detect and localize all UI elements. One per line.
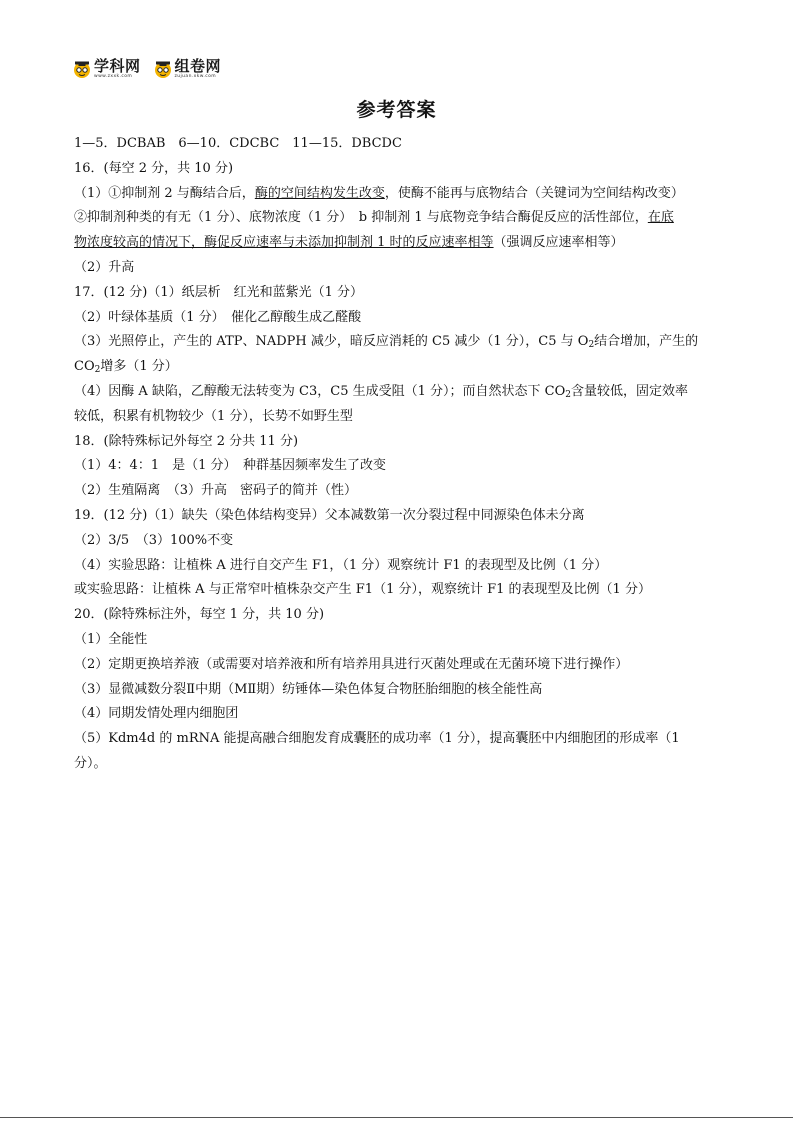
answer-line: 较低，积累有机物较少（1 分），长势不如野生型 xyxy=(74,408,353,424)
answer-line: （2）生殖隔离 （3）升高 密码子的简并（性） xyxy=(74,483,358,499)
answer-line: 18．(除特殊标记外每空 2 分共 11 分) xyxy=(74,433,299,449)
subscript: 2 xyxy=(94,365,101,376)
answer-line: 16．(每空 2 分，共 10 分) xyxy=(74,160,234,176)
underlined-key-phrase: 酶的空间结构发生改变 xyxy=(254,185,385,201)
answer-line: 分）。 xyxy=(74,755,107,771)
logo-xuekewang xyxy=(72,58,141,80)
logo-name: 组卷网 xyxy=(174,57,222,75)
subscript: 2 xyxy=(588,340,595,351)
answer-line: （2）3/5 （3）100%不变 xyxy=(74,532,234,548)
answer-line: 19．(12 分)（1）缺失（染色体结构变异）父本减数第一次分裂过程中同源染色体未分离 xyxy=(74,507,585,523)
underlined-key-phrase: 在底 xyxy=(647,210,674,226)
subscript: 2 xyxy=(565,389,571,400)
answer-line: （2）升高 xyxy=(74,259,135,275)
answer-line xyxy=(74,231,720,256)
answer-line: （1）全能性 xyxy=(74,631,148,647)
answer-content xyxy=(74,132,720,777)
logo-url: www.zxxk.com xyxy=(94,74,133,79)
answer-line: 或实验思路：让植株 A 与正常窄叶植株杂交产生 F1（1 分），观察统计 F1 的表现型及比例（1 分） xyxy=(74,582,651,598)
answer-line: （1）4：4：1 是（1 分） 种群基因频率发生了改变 xyxy=(74,458,386,474)
text-span: CO xyxy=(74,359,95,375)
answer-line: （2）叶绿体基质（1 分） 催化乙醇酸生成乙醛酸 xyxy=(74,309,362,325)
header-logos xyxy=(72,58,233,86)
text-span: ②抑制剂种类的有无（1 分）、底物浓度（1 分） b 抑制剂 1 与底物竞争结合酶促反应的活性部位， xyxy=(74,210,648,226)
bottom-rule xyxy=(0,1117,793,1118)
answer-line: （4）实验思路：让植株 A 进行自交产生 F1，（1 分）观察统计 F1 的表现型及比例（1 分） xyxy=(74,557,608,573)
text-span: 结合增加，产生的 xyxy=(594,334,699,350)
text-span: 含量较低，固定效率 xyxy=(571,383,689,399)
answer-line xyxy=(74,355,720,380)
logo-url: zujuan.xkw.com xyxy=(174,74,217,79)
text-span: （3）光照停止，产生的 ATP、NADPH 减少，暗反应消耗的 C5 减少（1 分），C5 与 O xyxy=(74,334,589,350)
text-span: （4）因酶 A 缺陷，乙醇酸无法转变为 C3，C5 生成受阻（1 分）；而自然状态下 CO xyxy=(74,383,566,399)
logo-zujuanwang xyxy=(153,58,222,80)
answer-line xyxy=(74,380,720,405)
answer-line: （3）显微减数分裂Ⅱ中期（MⅡ期）纺锤体—染色体复合物胚胎细胞的核全能性高 xyxy=(74,681,543,697)
text-span: （强调反应速率相等） xyxy=(493,235,624,251)
mascot-icon xyxy=(72,59,92,79)
logo-name: 学科网 xyxy=(94,57,141,75)
underlined-key-phrase: 物浓度较高的情况下，酶促反应速率与未添加抑制剂 1 时的反应速率相等 xyxy=(74,235,494,251)
answer-line xyxy=(74,182,720,207)
answer-line: 1—5．DCBAB 6—10．CDCBC 11—15．DBCDC xyxy=(74,136,402,151)
text-span: ，使酶不能再与底物结合（关键词为空间结构改变） xyxy=(384,185,684,201)
answer-line: （2）定期更换培养液（或需要对培养液和所有培养用具进行灭菌处理或在无菌环境下进行操作） xyxy=(74,656,629,672)
answer-line: 17．(12 分)（1）纸层析 红光和蓝紫光（1 分） xyxy=(74,284,364,300)
answer-line: 20．(除特殊标注外，每空 1 分，共 10 分) xyxy=(74,607,325,623)
mascot-icon xyxy=(153,59,173,79)
text-span: 增多（1 分） xyxy=(100,359,178,375)
answer-line xyxy=(74,206,720,231)
answer-line: （5）Kdm4d 的 mRNA 能提高融合细胞发育成囊胚的成功率（1 分），提高囊胚中内细胞团的形成率（1 xyxy=(74,731,680,747)
answer-line xyxy=(74,330,720,355)
answer-line: （4）同期发情处理内细胞团 xyxy=(74,706,239,722)
page-title: 参考答案 xyxy=(356,99,437,121)
text-span: （1）①抑制剂 2 与酶结合后， xyxy=(74,185,255,201)
